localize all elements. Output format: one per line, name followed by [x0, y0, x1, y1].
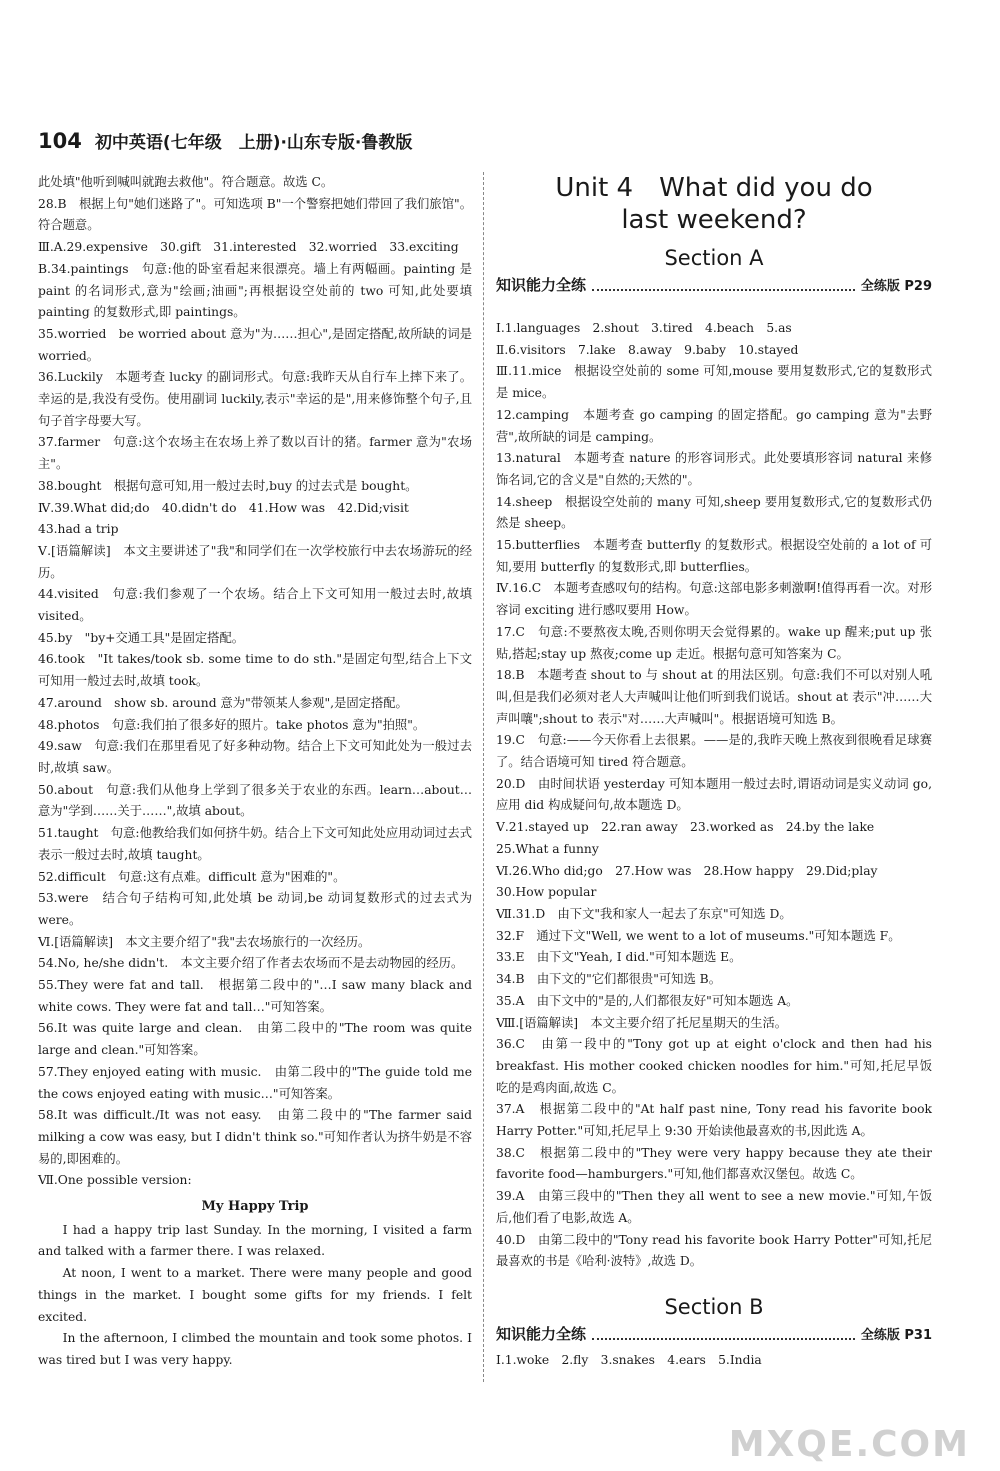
answer-item: 44.visited 句意:我们参观了一个农场。结合上下文可知用一般过去时,故填 visited。	[38, 587, 472, 624]
answer-item: Ⅳ.16.C 本题考查感叹句的结构。句意:这部电影多刺激啊!值得再看一次。对形容词 exciting 进行感叹要用 How。	[496, 581, 932, 618]
section-a-header	[496, 246, 932, 301]
answer-item: 56.It was quite large and clean. 由第二段中的"The room was quite large and clean."可知答案。	[38, 1021, 472, 1058]
answer-item: B.34.paintings 句意:他的卧室看起来很漂亮。墙上有两幅画。painting 是 paint 的名词形式,意为"绘画;油画";再根据设空处前的 two 可知,此处要填 painting 的复数形式,即 paintings。	[38, 261, 472, 320]
practice-label: 知识能力全练	[496, 1325, 587, 1343]
answer-item: 58.It was difficult./It was not easy. 由第二段中的"The farmer said milking a cow was easy, but I didn't think so."可知作者认为挤牛奶是不容易的,即困难的。	[38, 1108, 472, 1166]
answer-item: 14.sheep 根据设空处前的 many 可知,sheep 要用复数形式,它的复数形式仍然是 sheep。	[496, 494, 932, 531]
answer-item: 54.No, he/she didn't. 本文主要介绍了作者去农场而不是去动物园的经历。	[38, 956, 464, 971]
practice-bar	[496, 1323, 932, 1344]
dotted-leader	[592, 1328, 855, 1340]
page-header	[38, 128, 412, 153]
answer-item: 28.B 根据上句"她们迷路了"。可知选项 B"一个警察把她们带回了我们旅馆"。符合题意。	[38, 196, 472, 233]
sample-essay	[38, 1196, 472, 1372]
answer-item: Ⅲ.11.mice 根据设空处前的 some 可知,mouse 要用复数形式,它的复数形式是 mice。	[496, 364, 932, 401]
watermark: MXQE.COM	[728, 1424, 970, 1465]
unit-title-line2: last weekend?	[621, 205, 807, 235]
answer-item: 38.bought 根据句意可知,用一般过去时,buy 的过去式是 bought。	[38, 478, 418, 493]
section-b	[496, 1295, 932, 1368]
answer-item: 34.B 由下文的"它们都很贵"可知选 B。	[496, 972, 722, 987]
answer-item: Ⅰ.1.woke 2.fly 3.snakes 4.ears 5.India	[496, 1353, 762, 1367]
dotted-leader	[592, 279, 855, 291]
answer-item: 51.taught 句意:他教给我们如何挤牛奶。结合上下文可知此处应用动词过去式表示一般过去时,故填 taught。	[38, 826, 472, 862]
answer-item: 36.C 由第一段中的"Tony got up at eight o'clock and then had his breakfast. His mother cooked chicken noodles for him."可知,托尼早饭吃的是鸡肉面,故选 C。	[496, 1037, 932, 1095]
practice-page-ref: 全练版 P31	[860, 1328, 932, 1343]
answer-item: 43.had a trip	[38, 522, 119, 537]
answer-item: 32.F 通过下文"Well, we went to a lot of museums."可知本题选 F。	[496, 928, 901, 943]
section-a-title: Section A	[664, 246, 764, 270]
answer-item: 13.natural 本题考查 nature 的形容词形式。此处要填形容词 natural 来修饰名词,它的含义是"自然的;天然的"。	[496, 451, 932, 487]
answer-item: 47.around show sb. around 意为"带领某人参观",是固定搭配。	[38, 695, 408, 710]
answer-item: 35.worried be worried about 意为"为……担心",是固定搭配,故所缺的词是 worried。	[38, 326, 472, 363]
answer-item: 40.D 由第二段中的"Tony read his favorite book Harry Potter"可知,托尼最喜欢的书是《哈利·波特》,故选 D。	[496, 1232, 932, 1269]
answer-item: 48.photos 句意:我们拍了很多好的照片。take photos 意为"拍照"。	[38, 717, 426, 732]
answer-item: 19.C 句意:——今天你看上去很累。——是的,我昨天晚上熬夜到很晚看足球赛了。结合语境可知 tired 符合题意。	[496, 733, 932, 770]
essay-paragraph: At noon, I went to a market. There were many people and good things in the market. I bought some gifts for my friends. I felt excited.	[38, 1266, 472, 1324]
answer-item: 35.A 由下文中的"是的,人们都很友好"可知本题选 A。	[496, 993, 799, 1008]
book-title: 初中英语(七年级 上册)·山东专版·鲁教版	[94, 133, 413, 153]
answer-item: 50.about 句意:我们从他身上学到了很多关于农业的东西。learn…about…意为"学到……关于……",故填 about。	[38, 782, 472, 819]
answer-item: 55.They were fat and tall. 根据第二段中的"…I saw many black and white cows. They were fat and tall…"可知答案。	[38, 978, 472, 1014]
answer-item: 15.butterflies 本题考查 butterfly 的复数形式。根据设空处前的 a lot of 可知,要用 butterfly 的复数形式,即 butterflies。	[496, 538, 932, 574]
column-divider	[483, 172, 484, 1382]
essay-paragraph: I had a happy trip last Sunday. In the morning, I visited a farm and talked with a farmer there. I was relaxed.	[38, 1222, 472, 1259]
section-b-title: Section B	[664, 1295, 764, 1319]
answer-item: Ⅴ.[语篇解读] 本文主要讲述了"我"和同学们在一次学校旅行中去农场游玩的经历。	[38, 543, 472, 580]
answer-item: 45.by "by+交通工具"是固定搭配。	[38, 630, 245, 645]
left-answer-list	[38, 172, 472, 1192]
answer-item: Ⅳ.39.What did;do 40.didn't do 41.How was 42.Did;visit	[38, 500, 409, 515]
answer-item: 18.B 本题考查 shout to 与 shout at 的用法区别。句意:我们不可以对别人吼叫,但是我们必须对老人大声喊叫让他们听到我们说话。shout at 表示"冲……大声叫嚷";shout to 表示"对……大声喊叫"。根据语境可知选 B。	[496, 668, 932, 726]
answer-item: 37.farmer 句意:这个农场主在农场上养了数以百计的猪。farmer 意为"农场主"。	[38, 435, 472, 472]
answer-item: Ⅷ.[语篇解读] 本文主要介绍了托尼星期天的生活。	[496, 1015, 788, 1030]
answer-item: Ⅴ.21.stayed up 22.ran away 23.worked as 24.by the lake	[496, 820, 875, 835]
left-column	[38, 172, 472, 1372]
right-column	[496, 318, 932, 1273]
answer-item: 12.camping 本题考查 go camping 的固定搭配。go camping 意为"去野营",故所缺的词是 camping。	[496, 407, 932, 444]
answer-item: 39.A 由第三段中的"Then they all went to see a new movie."可知,午饭后,他们看了电影,故选 A。	[496, 1189, 932, 1225]
page-number: 104	[38, 129, 82, 153]
answer-item: 49.saw 句意:我们在那里看见了好多种动物。结合上下文可知此处为一般过去时,故填 saw。	[38, 739, 472, 775]
section-a-answer-list	[496, 318, 932, 1273]
answer-item: 52.difficult 句意:这有点难。difficult 意为"困难的"。	[38, 869, 346, 884]
essay-title: My Happy Trip	[201, 1199, 309, 1215]
answer-item: 20.D 由时间状语 yesterday 可知本题用一般过去时,谓语动词是实义动词 go,应用 did 构成疑问句,故本题选 D。	[496, 776, 932, 813]
answer-item: 17.C 句意:不要熬夜太晚,否则你明天会觉得累的。wake up 醒来;put up 张贴,搭起;stay up 熬夜;come up 走近。根据句意可知答案为 C。	[496, 624, 932, 661]
answer-item: Ⅶ.One possible version:	[38, 1173, 192, 1188]
answer-item: 53.were 结合句子结构可知,此处填 be 动词,be 动词复数形式的过去式为 were。	[38, 891, 472, 927]
unit-title	[496, 172, 932, 236]
answer-item: Ⅶ.31.D 由下文"我和家人一起去了东京"可知选 D。	[496, 906, 792, 921]
practice-label: 知识能力全练	[496, 276, 587, 294]
answer-item: 36.Luckily 本题考查 lucky 的副词形式。句意:我昨天从自行车上摔下来了。幸运的是,我没有受伤。使用副词 luckily,表示"幸运的是",用来修饰整个句子,且句子首字母要大写。	[38, 370, 472, 428]
answer-item: 57.They enjoyed eating with music. 由第二段中的"The guide told me the cows enjoyed eating with music…"可知答案。	[38, 1064, 472, 1101]
answer-item: Ⅰ.1.languages 2.shout 3.tired 4.beach 5.as	[496, 321, 792, 335]
answer-item: 37.A 根据第二段中的"At half past nine, Tony read his favorite book Harry Potter."可知,托尼早上 9:30 开始读他最喜欢的书,因此选 A。	[496, 1102, 932, 1139]
practice-bar	[496, 274, 932, 295]
answer-item: 此处填"他听到喊叫就跑去救他"。符合题意。故选 C。	[38, 175, 334, 189]
answer-item: 30.How popular	[496, 885, 597, 900]
practice-page-ref: 全练版 P29	[860, 279, 932, 294]
answer-item: Ⅱ.6.visitors 7.lake 8.away 9.baby 10.stayed	[496, 342, 799, 357]
answer-item: Ⅲ.A.29.expensive 30.gift 31.interested 32.worried 33.exciting	[38, 240, 459, 255]
answer-item: 25.What a funny	[496, 841, 599, 856]
answer-item: 33.E 由下文"Yeah, I did."可知本题选 E。	[496, 950, 742, 965]
unit-title-line1: Unit 4 What did you do	[555, 173, 873, 203]
answer-item: 46.took "It takes/took sb. some time to do sth."是固定句型,结合上下文可知用一般过去时,故填 took。	[38, 652, 472, 689]
answer-item: Ⅵ.26.Who did;go 27.How was 28.How happy 29.Did;play	[496, 863, 878, 878]
answer-item: Ⅵ.[语篇解读] 本文主要介绍了"我"去农场旅行的一次经历。	[38, 934, 371, 949]
answer-item: 38.C 根据第二段中的"They were very happy because they ate their favorite food—hamburgers."可知,他们都喜欢汉堡包。故选 C。	[496, 1145, 932, 1182]
essay-paragraph: In the afternoon, I climbed the mountain and took some photos. I was tired but I was very happy.	[38, 1331, 472, 1367]
